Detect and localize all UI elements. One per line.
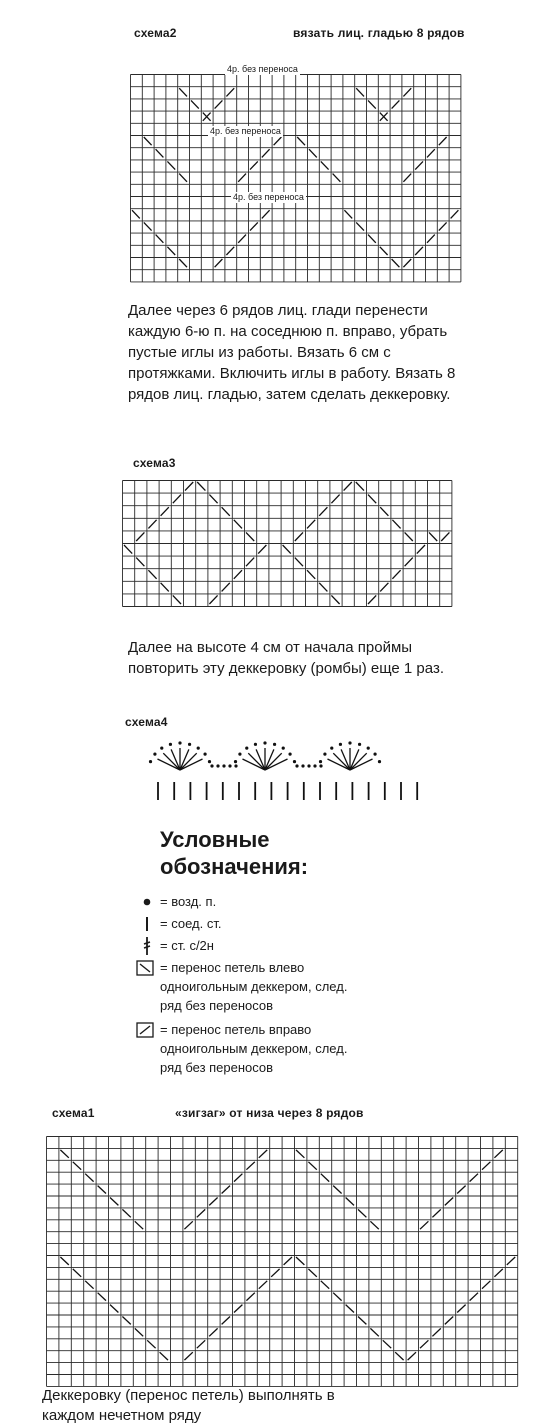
transfer-right-mark: [482, 1162, 490, 1170]
chain-dot: [208, 760, 211, 763]
transfer-right-mark: [184, 1352, 192, 1360]
chart1-label: схема1: [52, 1106, 95, 1120]
transfer-left-mark: [191, 100, 199, 108]
legend-item-text: = ст. с/2н: [160, 938, 214, 953]
transfer-left-mark: [321, 1174, 329, 1182]
transfer-right-mark: [457, 1186, 465, 1194]
chart4-label: схема4: [125, 715, 168, 729]
chain-dot: [153, 753, 156, 756]
transfer-left-mark: [356, 88, 364, 96]
transfer-left-mark: [73, 1162, 81, 1170]
transfer-left-mark: [124, 545, 132, 554]
chain-dot: [238, 753, 241, 756]
transfer-right-mark: [427, 235, 435, 243]
transfer-right-mark: [184, 1221, 192, 1229]
chain-dot: [210, 764, 213, 767]
legend-item-transfer-left: [134, 958, 347, 1015]
transfer-right-mark: [215, 259, 223, 267]
transfer-right-mark: [271, 1269, 279, 1277]
transfer-right-mark: [222, 583, 230, 592]
transfer-right-mark: [295, 532, 303, 541]
chain-dot: [149, 760, 152, 763]
transfer-right-mark: [161, 507, 169, 516]
transfer-left-mark: [136, 558, 144, 567]
chain-dot: [293, 760, 296, 763]
chart1-title: «зигзаг» от низа через 8 рядов: [175, 1106, 364, 1120]
transfer-left-mark: [60, 1257, 68, 1265]
transfer-right-mark: [197, 1209, 205, 1217]
transfer-left-mark: [122, 1209, 130, 1217]
chart3-grid: [122, 480, 454, 608]
transfer-left-mark: [307, 570, 315, 579]
transfer-right-mark: [439, 137, 447, 145]
transfer-right-mark: [408, 1352, 416, 1360]
transfer-right-mark: [209, 1328, 217, 1336]
transfer-right-mark: [215, 100, 223, 108]
transfer-right-mark: [392, 570, 400, 579]
chain-dot: [197, 747, 200, 750]
transfer-left-mark: [296, 1257, 304, 1265]
chain-dot: [203, 753, 206, 756]
transfer-left-mark: [85, 1174, 93, 1182]
transfer-left-mark: [122, 1317, 130, 1325]
legend-item-text: = перенос петель вправо одноигольным деккером, след. ряд без переносов: [160, 1022, 348, 1075]
transfer-left-mark: [135, 1328, 143, 1336]
transfer-left-mark: [161, 583, 169, 592]
legend-item-double-crochet: [138, 936, 214, 955]
chain-dot: [301, 764, 304, 767]
transfer-left-mark: [331, 595, 339, 604]
transfer-left-mark: [209, 495, 217, 504]
transfer-left-mark: [380, 247, 388, 255]
chain-dot: [373, 753, 376, 756]
transfer-left-mark: [283, 545, 291, 554]
transfer-right-mark: [494, 1269, 502, 1277]
transfer-right-mark: [238, 174, 246, 182]
transfer-left-mark: [234, 520, 242, 529]
transfer-left-mark: [308, 1162, 316, 1170]
transfer-left-mark: [333, 1293, 341, 1301]
transfer-left-mark: [98, 1186, 106, 1194]
transfer-left-mark: [144, 137, 152, 145]
transfer-right-mark: [284, 1257, 292, 1265]
chain-dot: [263, 741, 266, 744]
transfer-right-mark: [234, 1305, 242, 1313]
transfer-right-mark: [507, 1257, 515, 1265]
transfer-right-mark: [403, 174, 411, 182]
double-crochet-mark: [350, 753, 367, 770]
bar-icon: [138, 914, 156, 933]
transfer-left-mark: [197, 482, 205, 491]
chain-dot: [319, 764, 322, 767]
transfer-right-mark: [432, 1328, 440, 1336]
transfer-right-mark: [380, 583, 388, 592]
transfer-left-mark: [346, 1305, 354, 1313]
transfer-right-mark: [439, 222, 447, 230]
dot-icon: [138, 892, 156, 911]
chain-dot: [339, 743, 342, 746]
transfer-left-mark: [395, 1352, 403, 1360]
transfer-left-mark: [296, 1150, 304, 1158]
transfer-right-mark: [209, 1198, 217, 1206]
transfer-left-mark: [319, 583, 327, 592]
transfer-right-mark: [226, 247, 234, 255]
transfer-right-mark: [494, 1150, 502, 1158]
transfer-right-mark: [319, 507, 327, 516]
transfer-left-mark: [167, 161, 175, 169]
transfer-right-mark: [259, 1281, 267, 1289]
chain-dot: [216, 764, 219, 767]
transfer-left-mark: [156, 235, 164, 243]
transfer-left-mark: [429, 532, 437, 541]
transfer-right-mark: [368, 595, 376, 604]
transfer-right-mark: [259, 1150, 267, 1158]
transfer-right-mark: [403, 88, 411, 96]
transfer-right-mark: [246, 558, 254, 567]
transfer-right-mark: [415, 247, 423, 255]
chain-dot: [348, 741, 351, 744]
transfer-right-mark: [445, 1317, 453, 1325]
double-crochet-mark: [180, 753, 197, 770]
transfer-right-mark: [250, 222, 258, 230]
transfer-left-mark: [392, 259, 400, 267]
chain-dot: [245, 747, 248, 750]
transfer-left-mark: [179, 174, 187, 182]
chain-dot: [295, 764, 298, 767]
transfer-left-mark: [370, 1328, 378, 1336]
legend-title-line1: Условные: [160, 827, 270, 852]
transfer-right-mark: [234, 570, 242, 579]
transfer-right-mark: [197, 1340, 205, 1348]
transfer-left-mark: [132, 210, 140, 218]
transfer-left-mark: [98, 1293, 106, 1301]
double-crochet-mark: [163, 753, 180, 770]
chain-dot: [222, 764, 225, 767]
paragraph-1: Далее через 6 рядов лиц. глади перенести каждую 6-ю п. на соседнюю п. вправо, убрать пустые иглы из работы. Вязать 6 см с протяжками. Включить иглы в работу. Вязать 8 рядов лиц. гладью, затем сделать деккеровку.: [128, 302, 456, 403]
transfer-left-mark: [370, 1221, 378, 1229]
transfer-left-mark: [60, 1150, 68, 1158]
transfer-left-mark: [392, 520, 400, 529]
transfer-left-mark: [110, 1305, 118, 1313]
transfer-right-mark: [274, 137, 282, 145]
transfer-left-mark: [333, 1186, 341, 1194]
chain-dot: [288, 753, 291, 756]
transfer-right-mark: [457, 1305, 465, 1313]
paragraph-2: Далее на высоте 4 см от начала проймы повторить эту деккеровку (ромбы) еще 1 раз.: [128, 639, 444, 677]
transfer-right-mark: [258, 545, 266, 554]
transfer-left-mark: [356, 482, 364, 491]
transfer-right-mark: [420, 1221, 428, 1229]
legend-item-transfer-right: [134, 1020, 347, 1077]
legend-item-text: = перенос петель влево одноигольным деккером, след. ряд без переносов: [160, 960, 348, 1013]
transfer-right-mark: [209, 595, 217, 604]
chain-dot: [323, 753, 326, 756]
transfer-right-mark: [222, 1317, 230, 1325]
transfer-right-mark: [344, 482, 352, 491]
chart2-note-2: 4р. без переноса: [210, 126, 281, 136]
transfer-right-mark: [185, 482, 193, 491]
chain-dot: [313, 764, 316, 767]
legend-item-text: = соед. ст.: [160, 916, 222, 931]
transfer-right-mark: [136, 532, 144, 541]
transfer-left-mark: [222, 507, 230, 516]
transfer-right-mark: [222, 1186, 230, 1194]
slash-box-icon: [134, 1020, 156, 1039]
legend-title: [160, 826, 308, 880]
transfer-right-mark: [307, 520, 315, 529]
transfer-right-mark: [262, 210, 270, 218]
paragraph-3: Деккеровку (перенос петель) выполнять в каждом нечетном ряду: [42, 1387, 335, 1424]
chart2-note-3: 4р. без переноса: [233, 192, 304, 202]
double-crochet-icon: [138, 936, 156, 955]
transfer-left-mark: [358, 1209, 366, 1217]
chain-dot: [358, 743, 361, 746]
transfer-right-mark: [441, 532, 449, 541]
transfer-right-mark: [432, 1209, 440, 1217]
transfer-left-mark: [173, 595, 181, 604]
transfer-right-mark: [420, 1340, 428, 1348]
chain-dot: [254, 743, 257, 746]
transfer-left-mark: [246, 532, 254, 541]
transfer-left-mark: [179, 259, 187, 267]
transfer-right-mark: [238, 235, 246, 243]
chart1-grid: [46, 1136, 524, 1388]
chart3-label: схема3: [133, 456, 176, 470]
transfer-right-mark: [427, 149, 435, 157]
transfer-left-mark: [321, 161, 329, 169]
legend-item-chain: [138, 892, 216, 911]
transfer-right-mark: [331, 495, 339, 504]
transfer-right-mark: [250, 161, 258, 169]
transfer-left-mark: [147, 1340, 155, 1348]
transfer-right-mark: [451, 210, 459, 218]
transfer-left-mark: [135, 1221, 143, 1229]
transfer-right-mark: [405, 558, 413, 567]
transfer-left-mark: [383, 1340, 391, 1348]
chart2-grid: [130, 74, 462, 284]
legend-item-slip-stitch: [138, 914, 221, 933]
transfer-left-mark: [356, 222, 364, 230]
chain-dot: [307, 764, 310, 767]
transfer-right-mark: [226, 88, 234, 96]
chart4-crochet-diagram: [140, 730, 430, 805]
chain-dot: [234, 764, 237, 767]
transfer-left-mark: [73, 1269, 81, 1277]
chain-dot: [319, 760, 322, 763]
transfer-left-mark: [144, 222, 152, 230]
transfer-right-mark: [246, 1293, 254, 1301]
chain-dot: [169, 743, 172, 746]
chart2-label: схема2: [134, 26, 177, 40]
chain-dot: [330, 747, 333, 750]
chain-dot: [178, 741, 181, 744]
transfer-left-mark: [346, 1198, 354, 1206]
transfer-right-mark: [262, 149, 270, 157]
transfer-right-mark: [392, 100, 400, 108]
transfer-right-mark: [482, 1281, 490, 1289]
legend-item-text: = возд. п.: [160, 894, 217, 909]
transfer-left-mark: [368, 235, 376, 243]
transfer-left-mark: [368, 495, 376, 504]
transfer-right-mark: [148, 520, 156, 529]
transfer-left-mark: [110, 1198, 118, 1206]
transfer-left-mark: [344, 210, 352, 218]
legend-title-line2: обозначения:: [160, 854, 309, 879]
transfer-left-mark: [85, 1281, 93, 1289]
transfer-right-mark: [417, 545, 425, 554]
chain-dot: [282, 747, 285, 750]
transfer-left-mark: [368, 100, 376, 108]
transfer-left-mark: [156, 149, 164, 157]
transfer-left-mark: [308, 1269, 316, 1277]
transfer-right-mark: [415, 161, 423, 169]
transfer-right-mark: [173, 495, 181, 504]
transfer-left-mark: [380, 507, 388, 516]
transfer-right-mark: [445, 1198, 453, 1206]
chain-dot: [367, 747, 370, 750]
transfer-left-mark: [333, 174, 341, 182]
chain-dot: [273, 743, 276, 746]
transfer-right-mark: [470, 1174, 478, 1182]
transfer-left-mark: [179, 88, 187, 96]
double-crochet-mark: [248, 753, 265, 770]
chart2-title: вязать лиц. гладью 8 рядов: [293, 26, 465, 40]
transfer-left-mark: [309, 149, 317, 157]
chain-dot: [188, 743, 191, 746]
chain-dot: [378, 760, 381, 763]
transfer-right-mark: [246, 1162, 254, 1170]
transfer-left-mark: [295, 558, 303, 567]
chain-dot: [160, 747, 163, 750]
double-crochet-mark: [265, 753, 282, 770]
transfer-left-mark: [148, 570, 156, 579]
transfer-right-mark: [234, 1174, 242, 1182]
chain-dot: [234, 760, 237, 763]
transfer-right-mark: [403, 259, 411, 267]
chart2-note-1: 4р. без переноса: [227, 64, 298, 74]
double-crochet-mark: [333, 753, 350, 770]
transfer-left-mark: [297, 137, 305, 145]
backslash-box-icon: [134, 958, 156, 977]
transfer-left-mark: [321, 1281, 329, 1289]
transfer-left-mark: [405, 532, 413, 541]
chain-dot: [228, 764, 231, 767]
transfer-right-mark: [470, 1293, 478, 1301]
transfer-left-mark: [358, 1317, 366, 1325]
transfer-left-mark: [167, 247, 175, 255]
transfer-left-mark: [160, 1352, 168, 1360]
